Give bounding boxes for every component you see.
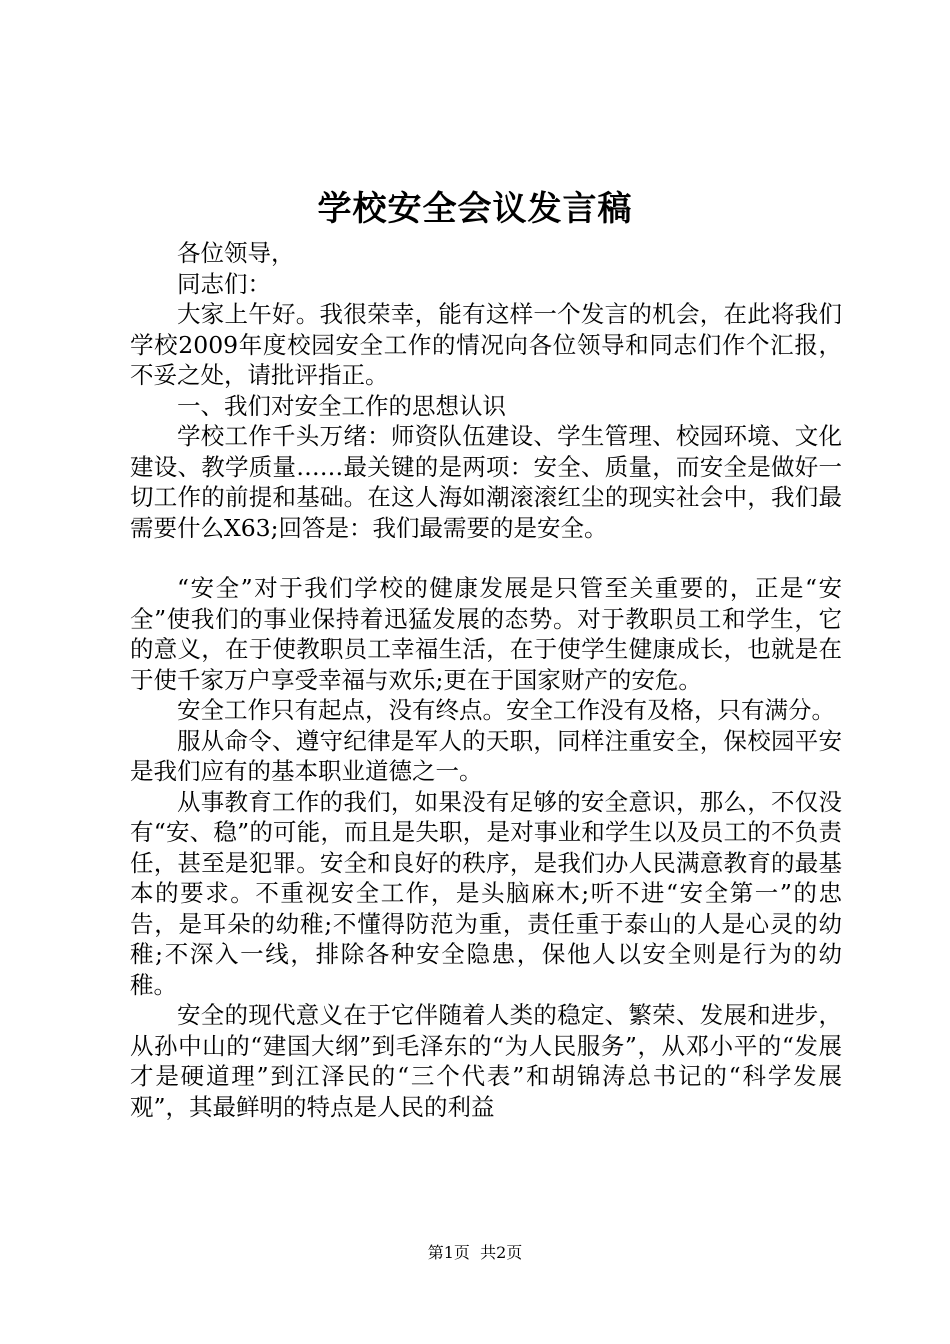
- paragraph-school-work: 学校工作千头万绪：师资队伍建设、学生管理、校园环境、文化建设、教学质量……最关键的是两项：安全、质量，而安全是做好一切工作的前提和基础。在这人海如潮滚滚红尘的现实社会中，我们最需要什么X63;回答是：我们最需要的是安全。: [130, 422, 842, 542]
- salutation-leaders: 各位领导，: [177, 239, 295, 267]
- paragraph-greeting: 大家上午好。我很荣幸，能有这样一个发言的机会，在此将我们学校2009年度校园安全工作的情况向各位领导和同志们作个汇报，不妥之处，请批评指正。: [130, 300, 842, 389]
- paragraph-awareness: 从事教育工作的我们，如果没有足够的安全意识，那么，不仅没有“安、稳”的可能，而且是失职，是对事业和学生以及员工的不负责任，甚至是犯罪。安全和良好的秩序，是我们办人民满意教育的最基本的要求。不重视安全工作，是头脑麻木;听不进“安全第一”的忠告，是耳朵的幼稚;不懂得防范为重，责任重于泰山的人是心灵的幼稚;不深入一线，排除各种安全隐患，保他人以安全则是行为的幼稚。: [130, 787, 842, 999]
- paragraph-safety-importance: “安全”对于我们学校的健康发展是只管至关重要的，正是“安全”使我们的事业保持着迅猛发展的态势。对于教职员工和学生，它的意义，在于使教职员工幸福生活，在于使学生健康成长，也就是在于使千家万户享受幸福与欢乐;更在于国家财产的安危。: [130, 574, 842, 694]
- section-heading-1: 一、我们对安全工作的思想认识: [177, 391, 506, 420]
- salutation-comrades: 同志们：: [177, 269, 271, 298]
- page-footer: 第1页 共2页: [427, 1243, 523, 1262]
- document-body: [130, 238, 842, 1122]
- paragraph-obey-orders: 服从命令、遵守纪律是军人的天职，同样注重安全，保校园平安是我们应有的基本职业道德之一。: [130, 726, 842, 785]
- paragraph-modern-meaning: 安全的现代意义在于它伴随着人类的稳定、繁荣、发展和进步，从孙中山的“建国大纲”到毛泽东的“为人民服务”，从邓小平的“发展才是硬道理”到江泽民的“三个代表”和胡锦涛总书记的“科学发展观”，其最鲜明的特点是人民的利益: [130, 1001, 842, 1121]
- paragraph-start-point: 安全工作只有起点，没有终点。安全工作没有及格，只有满分。: [177, 696, 835, 724]
- document-title: 学校安全会议发言稿: [317, 189, 633, 229]
